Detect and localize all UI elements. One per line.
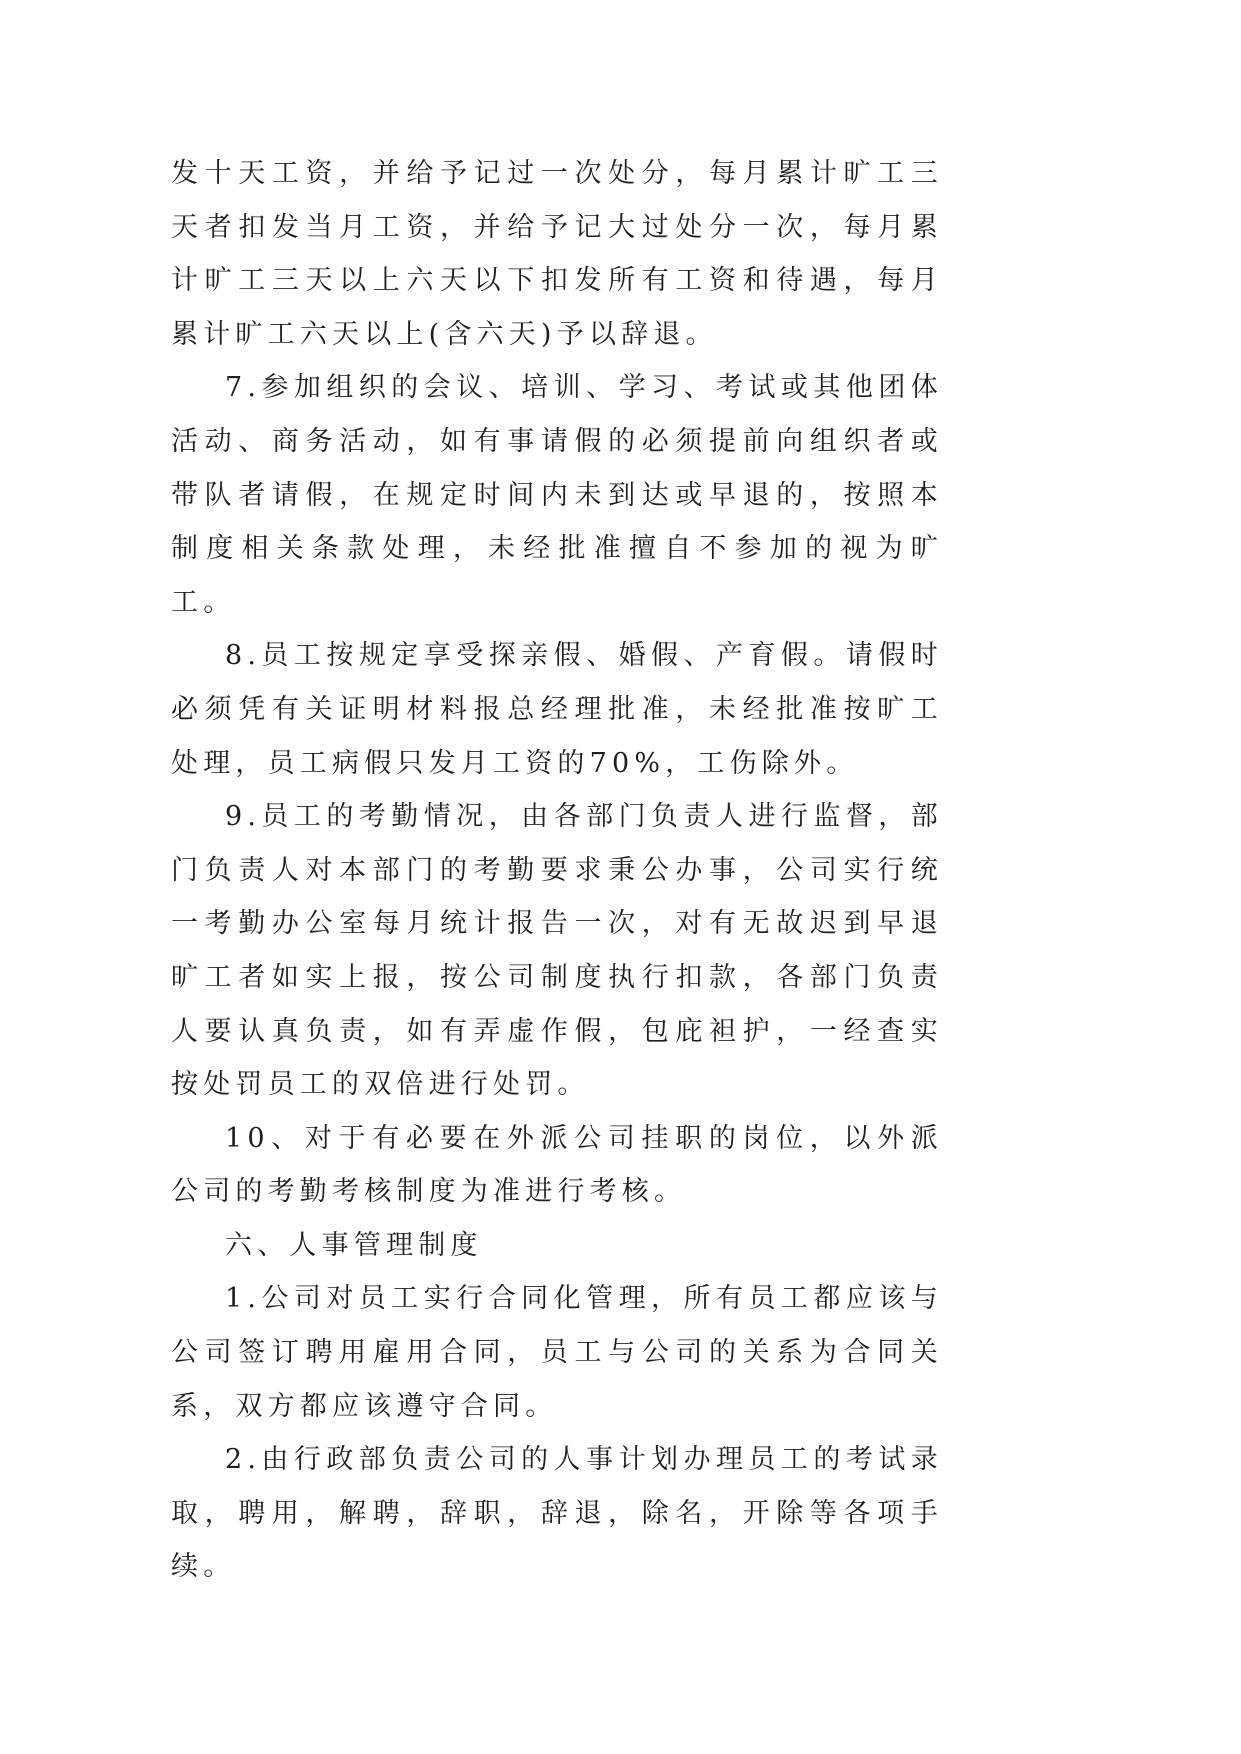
paragraph-item-9: 9.员工的考勤情况，由各部门负责人进行监督，部门负责人对本部门的考勤要求秉公办事，公司实行统一考勤办公室每月统计报告一次，对有无故迟到早退旷工者如实上报，按公司制度执行扣款，各部门负责人要认真负责，如有弄虚作假，包庇袒护，一经查实按处罚员工的双倍进行处罚。 <box>171 801 943 1101</box>
paragraph-item-8: 8.员工按规定享受探亲假、婚假、产育假。请假时必须凭有关证明材料报总经理批准，未经批准按旷工处理，员工病假只发月工资的70%，工伤除外。 <box>171 640 943 779</box>
paragraph-personnel-2: 2.由行政部负责公司的人事计划办理员工的考试录取，聘用，解聘，辞职，辞退，除名，开除等各项手续。 <box>171 1444 943 1583</box>
paragraph-item-10: 10、对于有必要在外派公司挂职的岗位，以外派公司的考勤考核制度为准进行考核。 <box>171 1122 943 1208</box>
paragraph-personnel-1: 1.公司对员工实行合同化管理，所有员工都应该与公司签订聘用雇用合同，员工与公司的关系为合同关系，双方都应该遵守合同。 <box>171 1283 943 1422</box>
paragraph-item-7: 7.参加组织的会议、培训、学习、考试或其他团体活动、商务活动，如有事请假的必须提前向组织者或带队者请假，在规定时间内未到达或早退的，按照本制度相关条款处理，未经批准擅自不参加的视为旷工。 <box>171 372 943 618</box>
section-heading-personnel: 六、人事管理制度 <box>225 1229 483 1261</box>
document-body <box>171 147 943 1594</box>
paragraph-continuation: 发十天工资，并给予记过一次处分，每月累计旷工三天者扣发当月工资，并给予记大过处分一次，每月累计旷工三天以上六天以下扣发所有工资和待遇，每月累计旷工六天以上(含六天)予以辞退。 <box>171 158 943 350</box>
